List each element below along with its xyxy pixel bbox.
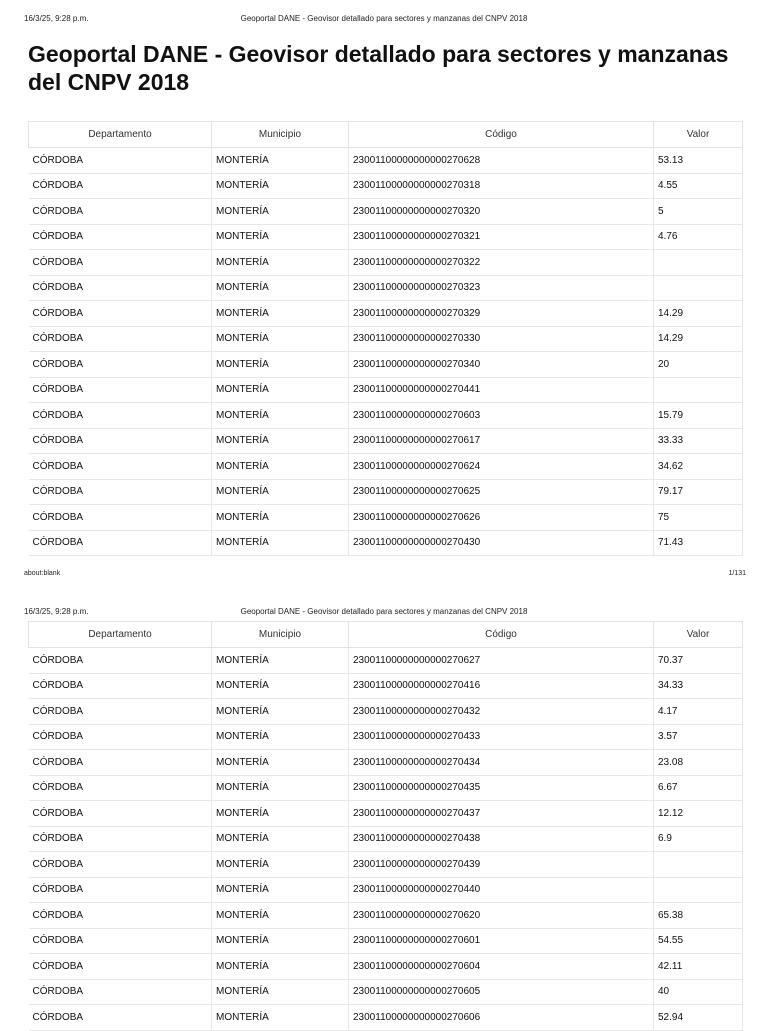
departamento-cell: CÓRDOBA	[29, 250, 212, 276]
departamento-cell: CÓRDOBA	[29, 301, 212, 327]
table-row	[29, 454, 743, 480]
valor-cell: 14.29	[654, 326, 743, 352]
valor-cell: 70.37	[654, 648, 743, 674]
codigo-cell: 23001100000000000270439	[349, 852, 654, 878]
valor-cell: 71.43	[654, 530, 743, 556]
valor-cell: 4.55	[654, 173, 743, 199]
table-row	[29, 403, 743, 429]
valor-cell: 40	[654, 979, 743, 1005]
valor-cell	[654, 250, 743, 276]
table-header-row	[29, 622, 743, 648]
page-number: 1/131	[728, 570, 746, 577]
table-row	[29, 801, 743, 827]
valor-cell: 20	[654, 352, 743, 378]
table-row	[29, 954, 743, 980]
municipio-cell: MONTERÍA	[212, 724, 349, 750]
codigo-cell: 23001100000000000270318	[349, 173, 654, 199]
codigo-cell: 23001100000000000270606	[349, 1005, 654, 1031]
departamento-cell: CÓRDOBA	[29, 224, 212, 250]
codigo-cell: 23001100000000000270435	[349, 775, 654, 801]
municipio-cell: MONTERÍA	[212, 775, 349, 801]
departamento-cell: CÓRDOBA	[29, 750, 212, 776]
codigo-cell: 23001100000000000270432	[349, 699, 654, 725]
valor-cell: 65.38	[654, 903, 743, 929]
municipio-cell: MONTERÍA	[212, 648, 349, 674]
codigo-cell: 23001100000000000270437	[349, 801, 654, 827]
codigo-cell: 23001100000000000270322	[349, 250, 654, 276]
valor-cell: 6.67	[654, 775, 743, 801]
codigo-cell: 23001100000000000270605	[349, 979, 654, 1005]
valor-cell: 4.76	[654, 224, 743, 250]
valor-cell: 54.55	[654, 928, 743, 954]
municipio-cell: MONTERÍA	[212, 877, 349, 903]
municipio-cell: MONTERÍA	[212, 673, 349, 699]
codigo-cell: 23001100000000000270434	[349, 750, 654, 776]
valor-cell	[654, 377, 743, 403]
table-row	[29, 724, 743, 750]
data-table-page-1	[28, 121, 743, 556]
print-title: Geoportal DANE - Geovisor detallado para sectores y manzanas del CNPV 2018	[240, 607, 528, 616]
table-row	[29, 826, 743, 852]
departamento-cell: CÓRDOBA	[29, 826, 212, 852]
municipio-cell: MONTERÍA	[212, 750, 349, 776]
departamento-cell: CÓRDOBA	[29, 505, 212, 531]
codigo-cell: 23001100000000000270628	[349, 148, 654, 174]
table-row	[29, 979, 743, 1005]
codigo-cell: 23001100000000000270340	[349, 352, 654, 378]
footer-url: about:blank	[24, 570, 61, 577]
departamento-cell: CÓRDOBA	[29, 352, 212, 378]
departamento-cell: CÓRDOBA	[29, 377, 212, 403]
table-row	[29, 428, 743, 454]
column-header-valor[interactable]: Valor	[654, 122, 743, 148]
departamento-cell: CÓRDOBA	[29, 648, 212, 674]
valor-cell: 42.11	[654, 954, 743, 980]
departamento-cell: CÓRDOBA	[29, 454, 212, 480]
page-title: Geoportal DANE - Geovisor detallado para sectores y manzanas del CNPV 2018	[28, 41, 729, 95]
departamento-cell: CÓRDOBA	[29, 428, 212, 454]
column-header-departamento[interactable]: Departamento	[29, 622, 212, 648]
codigo-cell: 23001100000000000270323	[349, 275, 654, 301]
valor-cell: 53.13	[654, 148, 743, 174]
codigo-cell: 23001100000000000270320	[349, 199, 654, 225]
codigo-cell: 23001100000000000270416	[349, 673, 654, 699]
codigo-cell: 23001100000000000270627	[349, 648, 654, 674]
table-row	[29, 250, 743, 276]
column-header-municipio[interactable]: Municipio	[212, 622, 349, 648]
municipio-cell: MONTERÍA	[212, 352, 349, 378]
codigo-cell: 23001100000000000270438	[349, 826, 654, 852]
valor-cell: 33.33	[654, 428, 743, 454]
municipio-cell: MONTERÍA	[212, 428, 349, 454]
valor-cell: 75	[654, 505, 743, 531]
municipio-cell: MONTERÍA	[212, 852, 349, 878]
print-header-page-2	[24, 607, 744, 621]
column-header-departamento[interactable]: Departamento	[29, 122, 212, 148]
table-row	[29, 275, 743, 301]
departamento-cell: CÓRDOBA	[29, 326, 212, 352]
table-row	[29, 199, 743, 225]
table-row	[29, 699, 743, 725]
valor-cell: 23.08	[654, 750, 743, 776]
valor-cell: 34.33	[654, 673, 743, 699]
print-title: Geoportal DANE - Geovisor detallado para sectores y manzanas del CNPV 2018	[240, 14, 528, 23]
column-header-codigo[interactable]: Código	[349, 622, 654, 648]
table-row	[29, 648, 743, 674]
municipio-cell: MONTERÍA	[212, 903, 349, 929]
departamento-cell: CÓRDOBA	[29, 877, 212, 903]
municipio-cell: MONTERÍA	[212, 928, 349, 954]
table-row	[29, 775, 743, 801]
departamento-cell: CÓRDOBA	[29, 1005, 212, 1031]
departamento-cell: CÓRDOBA	[29, 954, 212, 980]
valor-cell	[654, 275, 743, 301]
departamento-cell: CÓRDOBA	[29, 673, 212, 699]
codigo-cell: 23001100000000000270617	[349, 428, 654, 454]
table-row	[29, 377, 743, 403]
municipio-cell: MONTERÍA	[212, 275, 349, 301]
departamento-cell: CÓRDOBA	[29, 199, 212, 225]
table-row	[29, 224, 743, 250]
table-row	[29, 750, 743, 776]
table-row	[29, 301, 743, 327]
table-row	[29, 673, 743, 699]
municipio-cell: MONTERÍA	[212, 826, 349, 852]
codigo-cell: 23001100000000000270433	[349, 724, 654, 750]
municipio-cell: MONTERÍA	[212, 326, 349, 352]
municipio-cell: MONTERÍA	[212, 148, 349, 174]
valor-cell: 34.62	[654, 454, 743, 480]
municipio-cell: MONTERÍA	[212, 454, 349, 480]
table-row	[29, 928, 743, 954]
departamento-cell: CÓRDOBA	[29, 928, 212, 954]
valor-cell: 14.29	[654, 301, 743, 327]
valor-cell: 5	[654, 199, 743, 225]
valor-cell: 15.79	[654, 403, 743, 429]
departamento-cell: CÓRDOBA	[29, 852, 212, 878]
municipio-cell: MONTERÍA	[212, 1005, 349, 1031]
departamento-cell: CÓRDOBA	[29, 979, 212, 1005]
valor-cell: 4.17	[654, 699, 743, 725]
codigo-cell: 23001100000000000270624	[349, 454, 654, 480]
codigo-cell: 23001100000000000270625	[349, 479, 654, 505]
codigo-cell: 23001100000000000270626	[349, 505, 654, 531]
municipio-cell: MONTERÍA	[212, 979, 349, 1005]
table-row	[29, 1005, 743, 1031]
codigo-cell: 23001100000000000270440	[349, 877, 654, 903]
column-header-codigo[interactable]: Código	[349, 122, 654, 148]
municipio-cell: MONTERÍA	[212, 699, 349, 725]
municipio-cell: MONTERÍA	[212, 954, 349, 980]
valor-cell: 52.94	[654, 1005, 743, 1031]
print-date: 16/3/25, 9:28 p.m.	[24, 607, 89, 616]
municipio-cell: MONTERÍA	[212, 479, 349, 505]
table-row	[29, 530, 743, 556]
municipio-cell: MONTERÍA	[212, 250, 349, 276]
table-row	[29, 852, 743, 878]
valor-cell: 6.9	[654, 826, 743, 852]
departamento-cell: CÓRDOBA	[29, 479, 212, 505]
codigo-cell: 23001100000000000270330	[349, 326, 654, 352]
valor-cell: 12.12	[654, 801, 743, 827]
departamento-cell: CÓRDOBA	[29, 775, 212, 801]
departamento-cell: CÓRDOBA	[29, 173, 212, 199]
table-row	[29, 352, 743, 378]
valor-cell: 79.17	[654, 479, 743, 505]
codigo-cell: 23001100000000000270321	[349, 224, 654, 250]
municipio-cell: MONTERÍA	[212, 199, 349, 225]
column-header-valor[interactable]: Valor	[654, 622, 743, 648]
table-row	[29, 173, 743, 199]
table-row	[29, 326, 743, 352]
table-row	[29, 903, 743, 929]
print-date: 16/3/25, 9:28 p.m.	[24, 14, 89, 23]
codigo-cell: 23001100000000000270441	[349, 377, 654, 403]
table-row	[29, 505, 743, 531]
print-footer	[24, 570, 744, 582]
codigo-cell: 23001100000000000270329	[349, 301, 654, 327]
codigo-cell: 23001100000000000270603	[349, 403, 654, 429]
departamento-cell: CÓRDOBA	[29, 801, 212, 827]
table-row	[29, 877, 743, 903]
print-header	[24, 14, 744, 28]
table-row	[29, 479, 743, 505]
municipio-cell: MONTERÍA	[212, 224, 349, 250]
departamento-cell: CÓRDOBA	[29, 148, 212, 174]
valor-cell: 3.57	[654, 724, 743, 750]
valor-cell	[654, 852, 743, 878]
data-table-page-2	[28, 621, 743, 1031]
codigo-cell: 23001100000000000270604	[349, 954, 654, 980]
valor-cell	[654, 877, 743, 903]
municipio-cell: MONTERÍA	[212, 377, 349, 403]
departamento-cell: CÓRDOBA	[29, 724, 212, 750]
departamento-cell: CÓRDOBA	[29, 275, 212, 301]
municipio-cell: MONTERÍA	[212, 801, 349, 827]
municipio-cell: MONTERÍA	[212, 173, 349, 199]
table-header-row	[29, 122, 743, 148]
codigo-cell: 23001100000000000270620	[349, 903, 654, 929]
departamento-cell: CÓRDOBA	[29, 403, 212, 429]
departamento-cell: CÓRDOBA	[29, 699, 212, 725]
codigo-cell: 23001100000000000270601	[349, 928, 654, 954]
table-row	[29, 148, 743, 174]
municipio-cell: MONTERÍA	[212, 505, 349, 531]
codigo-cell: 23001100000000000270430	[349, 530, 654, 556]
municipio-cell: MONTERÍA	[212, 530, 349, 556]
column-header-municipio[interactable]: Municipio	[212, 122, 349, 148]
departamento-cell: CÓRDOBA	[29, 903, 212, 929]
departamento-cell: CÓRDOBA	[29, 530, 212, 556]
municipio-cell: MONTERÍA	[212, 403, 349, 429]
municipio-cell: MONTERÍA	[212, 301, 349, 327]
